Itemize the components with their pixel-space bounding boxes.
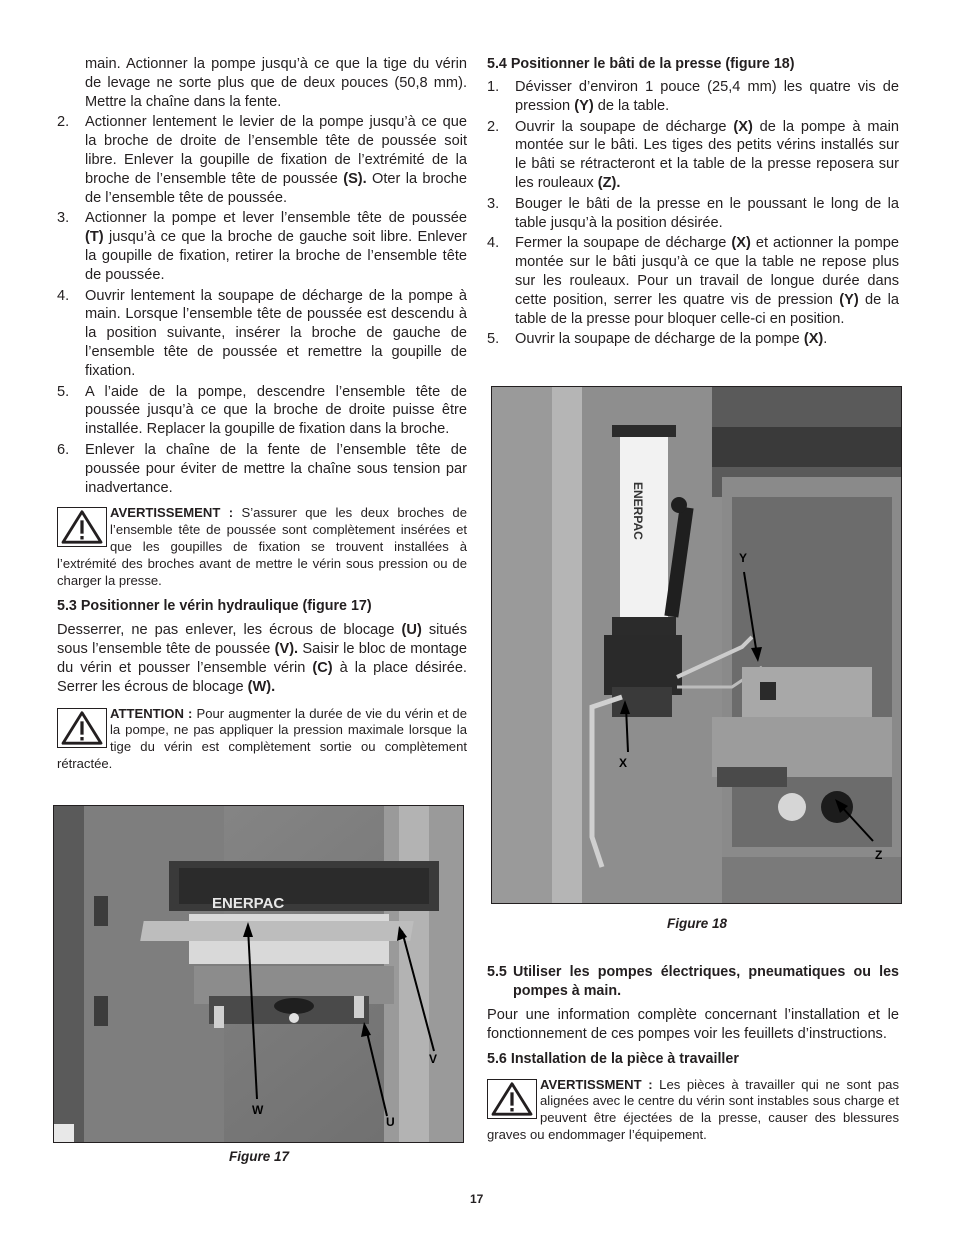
figure-18-brand-text: ENERPAC <box>631 482 645 540</box>
warning-triangle-icon <box>57 507 107 547</box>
figure-18-caption: Figure 18 <box>667 916 728 931</box>
figure-17-brand-text: ENERPAC <box>212 895 285 912</box>
list-item: 5. A l’aide de la pompe, descendre l’ensemble tête de poussée jusqu’à ce que la broche de droite puisse être installée. Replacer la goupille de fixation dans la broche. <box>57 383 467 438</box>
list-item: 2. Actionner lentement le levier de la pompe jusqu’à ce que la broche de droite de l’ensemble tête de poussée soit libre. Enlever la goupille de fixation de l’extrémité de la broche de l’ensemble tête de poussée (S). Oter la broche de l’ensemble tête de poussée. <box>57 114 467 206</box>
warning-box: AVERTISSMENT : Les pièces à travailler qui ne sont pas alignées avec le centre du vérin sont instables sous charge et peuvent être éjectées de la presse, causer des blessures graves ou endommager l’équipement. <box>487 1076 899 1142</box>
attention-box: ATTENTION : Pour augmenter la durée de vie du vérin et de la pompe, ne pas appliquer la pression maximale lorsque la tige du vérin est complètement sortie ou complètement rétractée. <box>57 705 467 771</box>
figure-17-caption: Figure 17 <box>229 1149 290 1164</box>
list-item: 4. Fermer la soupape de décharge (X) et actionner la pompe montée sur le bâti jusqu’à ce que la table ne repose plus sur les rouleaux. Pour un travail de longue durée dans cette position, serrer les quatre vis de pression (Y) de la table de la presse pour bloquer celle-ci en position. <box>487 235 899 327</box>
section-5-3-text: Desserrer, ne pas enlever, les écrous de blocage (U) situés sous l’ensemble tête de poussée (V). Saisir le bloc de montage du vérin et pousser l’ensemble vérin (C) à la place désirée. Serrer les écrous de blocage (W). <box>57 622 468 695</box>
list-item: 2. Ouvrir la soupape de décharge (X) de la pompe à main montée sur le bâti. Les tiges des petits vérins installés sur le bâti se rétracteront et la table de la presse reposera sur les rouleaux (Z). <box>487 118 899 191</box>
list-item: 3. Actionner la pompe et lever l’ensemble tête de poussée (T) jusqu’à ce que la broche de gauche soit libre. Enlever la goupille de fixation, retirer la broche de l’ensemble tête de poussée. <box>57 210 467 283</box>
callout-label-x: X <box>619 756 628 770</box>
section-5-5-text: Pour une information complète concernant l’installation et le fonctionnement de ces pompes voir les feuillets d’instructions. <box>487 1007 899 1042</box>
press-steps-list <box>57 113 467 497</box>
warning-triangle-icon <box>57 708 107 748</box>
section-heading-5-6: 5.6 Installation de la pièce à travailler <box>487 1050 739 1067</box>
list-item: 4. Ouvrir lentement la soupape de décharge de la pompe à main. Lorsque l’ensemble tête de poussée est descendu à la position suivante, insérer la broche de gauche de l’ensemble tête de poussée et remettre la goupille de fixation. <box>57 287 467 379</box>
list-item: 6. Enlever la chaîne de la fente de l’ensemble tête de poussée pour éviter de mettre la chaîne sous tension par inadvertance. <box>57 441 467 496</box>
left-column <box>57 55 467 773</box>
list-item: 5. Ouvrir la soupape de décharge de la pompe (X). <box>487 331 828 348</box>
right-column-bottom <box>487 963 899 1144</box>
figure-17-photo <box>53 805 464 1143</box>
callout-label-y: Y <box>739 551 748 565</box>
section-heading-5-5: 5.5 Utiliser les pompes électriques, pneumatiques ou les pompes à main. <box>487 964 899 999</box>
callout-label-z: Z <box>875 848 883 862</box>
section-heading-5-4: 5.4 Positionner le bâti de la presse (figure 18) <box>487 56 795 72</box>
right-column-top <box>487 55 899 351</box>
warning-box: AVERTISSEMENT : S’assurer que les deux broches de l’ensemble tête de poussée sont complètement insérées et que les goupilles de fixation se trouvent installées à l’extrémité des broches avant de mettre le vérin sous pression ou de charger la presse. <box>57 505 467 588</box>
section-heading-5-3: 5.3 Positionner le vérin hydraulique (figure 17) <box>57 598 372 615</box>
warning-triangle-icon <box>487 1079 537 1119</box>
list-item: 1. Dévisser d’environ 1 pouce (25,4 mm) les quatre vis de pression (Y) de la table. <box>487 79 899 114</box>
page-number: 17 <box>470 1192 484 1206</box>
callout-label-u: U <box>386 1115 395 1129</box>
frame-steps-list <box>487 78 899 349</box>
callout-label-v: V <box>429 1052 438 1066</box>
continued-step-text: main. Actionner la pompe jusqu’à ce que la tige du vérin de levage ne sorte plus que de deux pouces (50,8 mm). Mettre la chaîne dans la fente. <box>85 56 467 110</box>
list-item: 3. Bouger le bâti de la presse en le poussant le long de la table jusqu’à la position désirée. <box>487 195 899 231</box>
figure-18-photo <box>491 386 902 904</box>
callout-label-w: W <box>252 1103 264 1117</box>
